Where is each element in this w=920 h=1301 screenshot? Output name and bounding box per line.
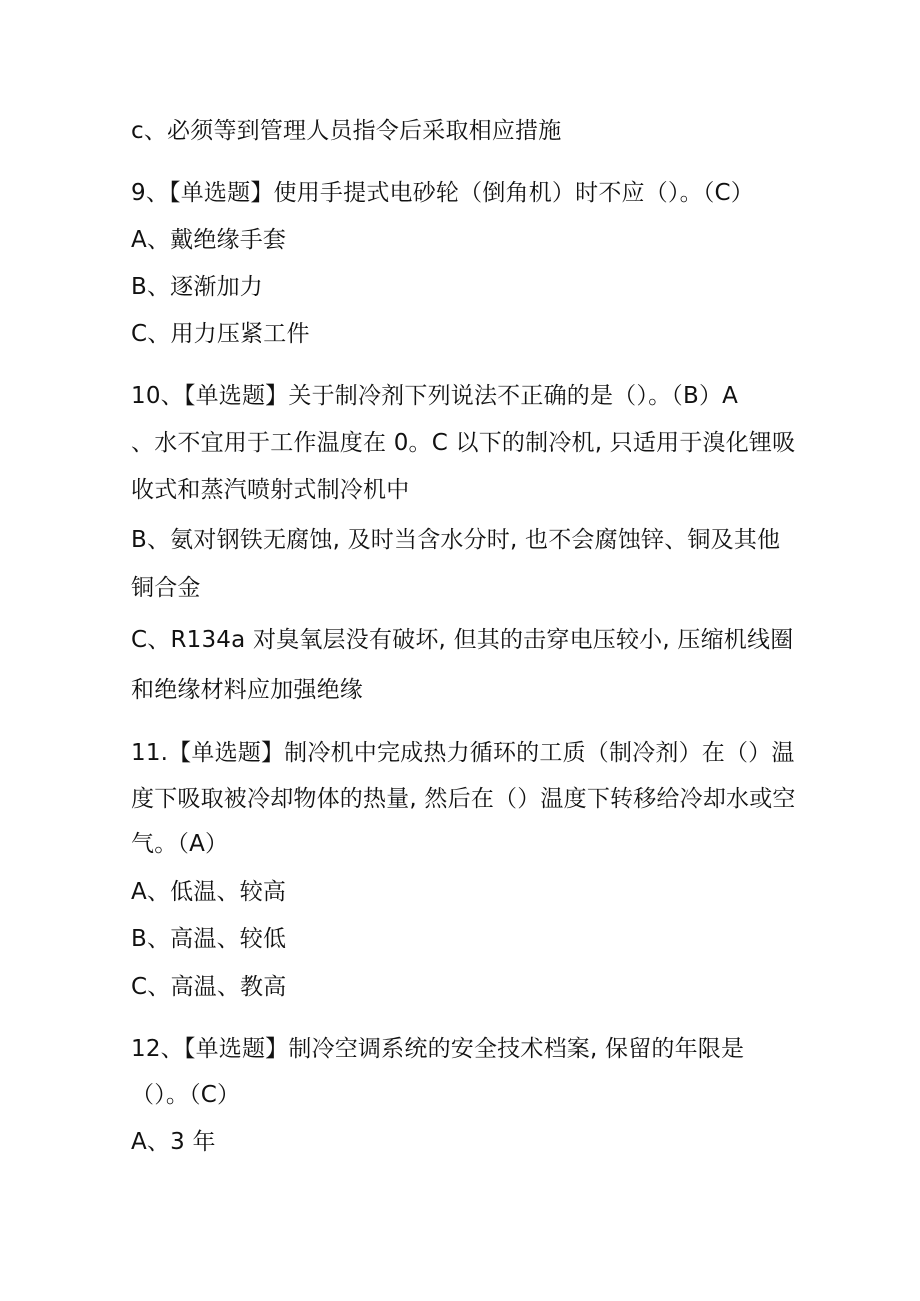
question-11-line-1: 11.【单选题】制冷机中完成热力循环的工质（制冷剂）在（）温 [131, 740, 795, 766]
option-a-line-1-q10: 、水不宜用于工作温度在 0。C 以下的制冷机, 只适用于溴化锂吸 [131, 430, 796, 456]
option-a-line-q11: A、低温、较高 [131, 879, 287, 905]
option-c-line-q9: C、用力压紧工件 [131, 321, 310, 347]
option-b-line-1-q10: B、氨对钢铁无腐蚀, 及时当含水分时, 也不会腐蚀锌、铜及其他 [131, 527, 781, 553]
option-b-line-2-q10: 铜合金 [131, 575, 201, 601]
question-12-line-2: （）。（C） [131, 1082, 241, 1108]
option-a-line-q9: A、戴绝缘手套 [131, 227, 287, 253]
option-c-line-q11: C、高温、教高 [131, 974, 287, 1000]
question-10-line: 10、【单选题】关于制冷剂下列说法不正确的是（）。（B）A [131, 383, 739, 409]
question-11-line-3: 气。（A） [131, 831, 229, 857]
question-9-line: 9、【单选题】使用手提式电砂轮（倒角机）时不应（）。（C） [131, 180, 754, 206]
option-c-line-q8: c、必须等到管理人员指令后采取相应措施 [131, 118, 562, 144]
option-b-line-q9: B、逐渐加力 [131, 274, 263, 300]
option-b-line-q11: B、高温、较低 [131, 926, 287, 952]
option-a-line-q12: A、3 年 [131, 1129, 216, 1155]
option-c-line-2-q10: 和绝缘材料应加强绝缘 [131, 677, 363, 703]
question-11-line-2: 度下吸取被冷却物体的热量, 然后在（）温度下转移给冷却水或空 [131, 786, 796, 812]
question-12-line-1: 12、【单选题】制冷空调系统的安全技术档案, 保留的年限是 [131, 1036, 745, 1062]
option-a-line-2-q10: 收式和蒸汽喷射式制冷机中 [131, 477, 410, 503]
option-c-line-1-q10: C、R134a 对臭氧层没有破坏, 但其的击穿电压较小, 压缩机线圈 [131, 627, 794, 653]
